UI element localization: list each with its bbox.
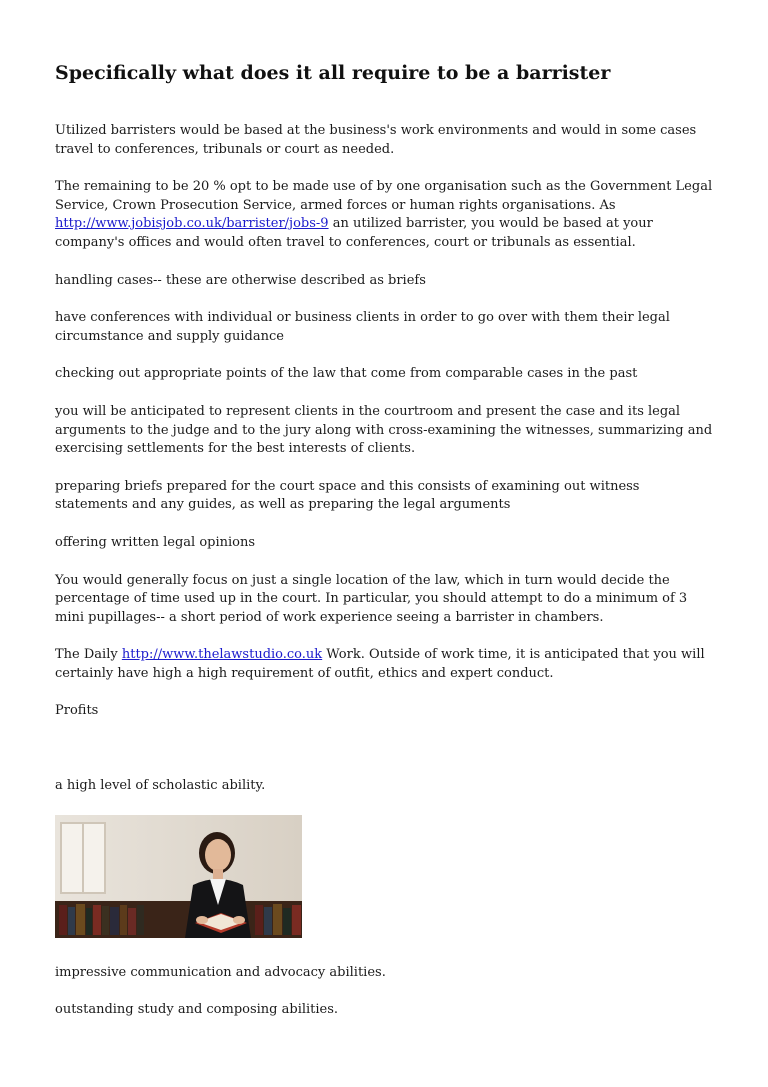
page-title: Specifically what does it all require to be a barrister xyxy=(55,62,611,84)
paragraph-text: an utilized barrister, you would be based at your company's offices and would often travel to conferences, court or tribunals as essential. xyxy=(55,216,653,250)
paragraph-profits: Profits xyxy=(55,703,99,719)
paragraph-points-of-law: checking out appropriate points of the law that come from comparable cases in the past xyxy=(55,366,638,382)
blank-space xyxy=(55,740,715,777)
document-page xyxy=(55,58,715,1039)
paragraph-text: The remaining to be 20 % opt to be made use of by one organisation such as the Government Legal Service, Crown Prosecution Service, armed forces or human rights organisations. As xyxy=(55,179,713,213)
paragraph-preparing-briefs: preparing briefs prepared for the court space and this consists of examining out witness statements and any guides, as well as preparing the legal arguments xyxy=(55,478,640,513)
paragraph-conferences: have conferences with individual or business clients in order to go over with them their legal circumstance and supply guidance xyxy=(55,310,670,344)
paragraph-communication: impressive communication and advocacy abilities. xyxy=(55,964,386,980)
paragraph-represent-clients: you will be anticipated to represent clients in the courtroom and present the case and its legal arguments to the judge and to the jury along with cross-examining the witnesses, summarizing and exercising settlements for the best interests of clients. xyxy=(55,403,713,457)
paragraph-remaining-percent xyxy=(55,178,715,252)
paragraph-employed-barristers: Utilized barristers would be based at the business's work environments and would in some cases travel to conferences, tribunals or court as needed. xyxy=(55,123,697,157)
paragraph-scholastic-ability: a high level of scholastic ability. xyxy=(55,778,266,794)
barrister-photo xyxy=(55,815,302,938)
paragraph-study-composing: outstanding study and composing abilities. xyxy=(55,1002,339,1018)
paragraph-daily-work xyxy=(55,646,715,683)
paragraph-text: The Daily xyxy=(55,647,122,663)
paragraph-focus-area: You would generally focus on just a single location of the law, which in turn would decide the percentage of time used up in the court. In particular, you should attempt to do a minimum of 3 mini pupillages-- a short period of work experience seeing a barrister in chambers. xyxy=(55,572,688,625)
jobisjob-link[interactable]: http://www.jobisjob.co.uk/barrister/jobs-9 xyxy=(55,216,329,232)
thelawstudio-link[interactable]: http://www.thelawstudio.co.uk xyxy=(121,647,323,663)
paragraph-text: Work. Outside of work time, it is anticipated that you will certainly have high a high requirement of outfit, ethics and expert conduct. xyxy=(55,647,705,681)
paragraph-handling-cases: handling cases-- these are otherwise described as briefs xyxy=(55,272,426,288)
paragraph-legal-opinions: offering written legal opinions xyxy=(55,534,256,550)
